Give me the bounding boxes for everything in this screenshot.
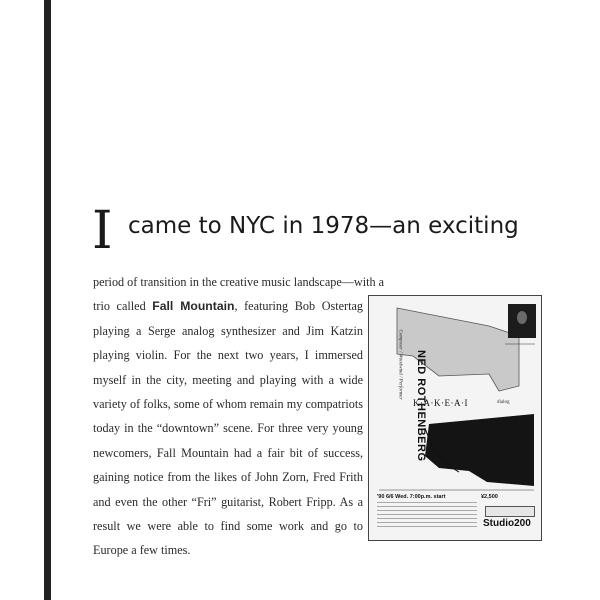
headline bbox=[92, 201, 552, 265]
poster-dialog-label: dialog bbox=[497, 400, 510, 405]
body-rest: , featuring Bob Ostertag playing a Serge analog synthesizer and Jim Katzin playing violin. For the next two years, I immersed myself in the city, meeting and playing with a wide variety of folks, some of whom remain my compatriots today in the “downtown” scene. For three very young newcomers, Fall Mountain had a fair bit of success, gaining notice from the likes of John Zorn, Fred Frith and even the other “Fri” guitarist, Robert Fripp. As a result we were able to find some work and go to Europe a few times. bbox=[93, 299, 363, 558]
poster-venue-logo bbox=[485, 506, 535, 517]
portrait-face bbox=[517, 311, 527, 324]
body-first-line: period of transition in the creative music landscape—with a bbox=[93, 275, 385, 289]
poster-venue-name: Studio200 bbox=[483, 518, 531, 529]
poster-date: '90 6/6 Wed. 7:00p.m. start bbox=[377, 494, 446, 500]
concert-poster bbox=[368, 295, 542, 541]
poster-artist-name: NED ROTHENBERG bbox=[415, 350, 427, 462]
poster-price: ¥2,500 bbox=[481, 494, 498, 500]
body-pre-bold: trio called bbox=[93, 299, 153, 314]
body-paragraph bbox=[93, 270, 385, 563]
poster-fine-print bbox=[377, 502, 477, 528]
poster-title: K·A·K·E·A·I bbox=[413, 398, 468, 408]
poster-portrait-photo bbox=[508, 304, 536, 338]
headline-text: came to NYC in 1978—an exciting bbox=[128, 213, 519, 239]
poster-artist-subtitle: Composer / Woodwind / Performer bbox=[397, 329, 403, 400]
drop-cap: I bbox=[92, 201, 113, 261]
page-spine-bar bbox=[44, 0, 51, 600]
band-name: Fall Mountain bbox=[152, 299, 235, 314]
